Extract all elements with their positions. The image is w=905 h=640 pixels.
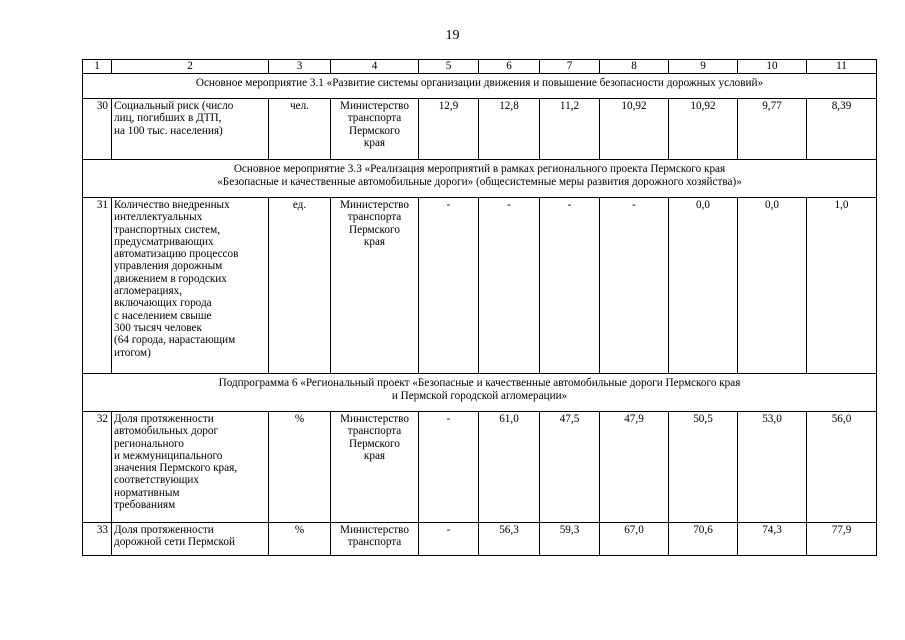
agency-cell: Министерство транспорта Пермского края <box>331 198 419 374</box>
indicator-name: Количество внедренных интеллектуальных транспортных систем, предусматривающих автоматизацию процессов управления дорожным движением в городских агломерациях, включающих города с населением свыше 300 тысяч человек (64 города, нарастающим итогом) <box>112 198 269 374</box>
indicator-name: Доля протяженности дорожной сети Пермской <box>112 523 269 556</box>
value-cell: 59,3 <box>540 523 600 556</box>
value-cell: 12,8 <box>479 99 540 160</box>
column-header: 3 <box>269 60 331 74</box>
value-cell: 61,0 <box>479 412 540 523</box>
value-cell: - <box>540 198 600 374</box>
value-cell: 10,92 <box>600 99 669 160</box>
section-heading: Подпрограмма 6 «Региональный проект «Безопасные и качественные автомобильные дороги Пермского края и Пермской городской агломерации» <box>83 374 877 412</box>
value-cell: 12,9 <box>419 99 479 160</box>
agency-cell: Министерство транспорта <box>331 523 419 556</box>
unit-cell: % <box>269 523 331 556</box>
column-header: 2 <box>112 60 269 74</box>
column-header: 10 <box>738 60 807 74</box>
column-header: 8 <box>600 60 669 74</box>
row-number: 32 <box>83 412 112 523</box>
section-row <box>83 374 877 412</box>
value-cell: 8,39 <box>807 99 877 160</box>
value-cell: - <box>419 412 479 523</box>
section-heading: Основное мероприятие 3.3 «Реализация мероприятий в рамках регионального проекта Пермского края «Безопасные и качественные автомобильные дороги» (общесистемные меры развития дорожного хозяйства)» <box>83 160 877 198</box>
value-cell: 9,77 <box>738 99 807 160</box>
column-header: 9 <box>669 60 738 74</box>
indicator-name: Доля протяженности автомобильных дорог регионального и межмуниципального значения Пермского края, соответствующих нормативным требованиям <box>112 412 269 523</box>
column-header: 4 <box>331 60 419 74</box>
column-header-row <box>83 60 877 74</box>
value-cell: 70,6 <box>669 523 738 556</box>
agency-cell: Министерство транспорта Пермского края <box>331 412 419 523</box>
value-cell: 47,5 <box>540 412 600 523</box>
indicator-table <box>82 59 877 556</box>
value-cell: - <box>419 198 479 374</box>
column-header: 5 <box>419 60 479 74</box>
page-number: 19 <box>445 28 460 43</box>
column-header: 1 <box>83 60 112 74</box>
value-cell: - <box>479 198 540 374</box>
section-row <box>83 74 877 99</box>
table-row <box>83 99 877 160</box>
table-row <box>83 198 877 374</box>
column-header: 11 <box>807 60 877 74</box>
agency-cell: Министерство транспорта Пермского края <box>331 99 419 160</box>
unit-cell: % <box>269 412 331 523</box>
table-row <box>83 412 877 523</box>
value-cell: 56,3 <box>479 523 540 556</box>
value-cell: 10,92 <box>669 99 738 160</box>
value-cell: 77,9 <box>807 523 877 556</box>
unit-cell: ед. <box>269 198 331 374</box>
value-cell: 1,0 <box>807 198 877 374</box>
value-cell: 0,0 <box>738 198 807 374</box>
value-cell: 74,3 <box>738 523 807 556</box>
table-row <box>83 523 877 556</box>
section-row <box>83 160 877 198</box>
value-cell: 0,0 <box>669 198 738 374</box>
value-cell: - <box>419 523 479 556</box>
value-cell: 53,0 <box>738 412 807 523</box>
row-number: 33 <box>83 523 112 556</box>
row-number: 30 <box>83 99 112 160</box>
section-heading: Основное мероприятие 3.1 «Развитие системы организации движения и повышение безопасности дорожных условий» <box>83 74 877 99</box>
value-cell: 56,0 <box>807 412 877 523</box>
row-number: 31 <box>83 198 112 374</box>
value-cell: 47,9 <box>600 412 669 523</box>
unit-cell: чел. <box>269 99 331 160</box>
value-cell: 50,5 <box>669 412 738 523</box>
value-cell: - <box>600 198 669 374</box>
column-header: 7 <box>540 60 600 74</box>
column-header: 6 <box>479 60 540 74</box>
indicator-name: Социальный риск (число лиц, погибших в ДТП, на 100 тыс. населения) <box>112 99 269 160</box>
value-cell: 67,0 <box>600 523 669 556</box>
value-cell: 11,2 <box>540 99 600 160</box>
